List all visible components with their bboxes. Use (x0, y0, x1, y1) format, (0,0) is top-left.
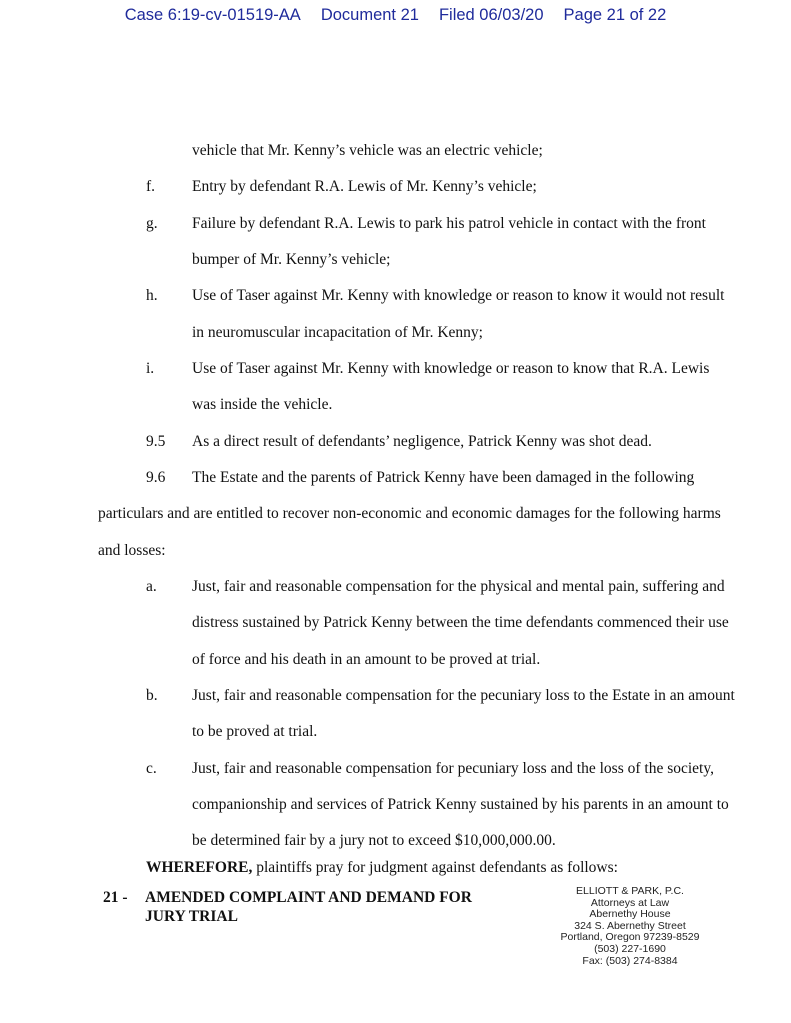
item-text: was inside the vehicle. (192, 396, 333, 413)
paragraph-text: particulars and are entitled to recover non-economic and economic damages for the following harms (98, 505, 721, 522)
paragraph-number: 9.5 (146, 433, 166, 450)
item-label: c. (146, 760, 157, 777)
item-text: distress sustained by Patrick Kenny between the time defendants commenced their use (192, 614, 729, 631)
case-header (0, 5, 791, 25)
item-text: in neuromuscular incapacitation of Mr. Kenny; (192, 324, 483, 341)
item-text: Just, fair and reasonable compensation for the physical and mental pain, suffering and (192, 578, 725, 595)
item-label: f. (146, 178, 156, 195)
item-text: bumper of Mr. Kenny’s vehicle; (192, 251, 391, 268)
footer-title (103, 888, 503, 926)
firm-address: 324 S. Abernethy Street (574, 919, 686, 932)
item-label: h. (146, 287, 158, 304)
footer-title-line: JURY TRIAL (145, 908, 238, 925)
firm-phone: (503) 227-1690 (594, 942, 666, 955)
wherefore-text: plaintiffs pray for judgment against defendants as follows: (252, 859, 618, 876)
item-text: companionship and services of Patrick Kenny sustained by his parents in an amount to (192, 796, 729, 813)
paragraph-text: As a direct result of defendants’ negligence, Patrick Kenny was shot dead. (192, 433, 652, 450)
item-text: Entry by defendant R.A. Lewis of Mr. Kenny’s vehicle; (192, 178, 537, 195)
item-label: a. (146, 578, 157, 595)
firm-line: Attorneys at Law (590, 896, 670, 909)
footer-title-line: AMENDED COMPLAINT AND DEMAND FOR (145, 889, 472, 906)
item-label: i. (146, 360, 155, 377)
case-number: Case 6:19-cv-01519-AA (124, 6, 301, 24)
continuation-line: vehicle that Mr. Kenny’s vehicle was an electric vehicle; (192, 142, 543, 159)
item-text: Use of Taser against Mr. Kenny with knowledge or reason to know it would not result (192, 287, 725, 304)
item-text: Use of Taser against Mr. Kenny with knowledge or reason to know that R.A. Lewis (192, 360, 710, 377)
filed-date: Filed 06/03/20 (438, 6, 544, 24)
paragraph-number: 9.6 (146, 469, 166, 486)
firm-line: Abernethy House (589, 908, 671, 921)
document-number: Document 21 (320, 6, 419, 24)
footer-page-number: 21 - (103, 889, 128, 906)
firm-city: Portland, Oregon 97239-8529 (560, 931, 700, 944)
paragraph-text: The Estate and the parents of Patrick Kenny have been damaged in the following (192, 469, 695, 486)
page-indicator: Page 21 of 22 (563, 6, 667, 24)
wherefore-clause (146, 859, 618, 877)
paragraph-text: and losses: (98, 542, 166, 559)
item-text: of force and his death in an amount to be proved at trial. (192, 651, 541, 668)
wherefore-label: WHEREFORE, (146, 859, 253, 876)
firm-name: ELLIOTT & PARK, P.C. (576, 885, 684, 897)
item-text: Failure by defendant R.A. Lewis to park his patrol vehicle in contact with the front (192, 215, 706, 232)
item-text: to be proved at trial. (192, 723, 318, 740)
item-text: Just, fair and reasonable compensation for pecuniary loss and the loss of the society, (192, 760, 714, 777)
firm-fax: Fax: (503) 274-8384 (582, 954, 678, 967)
item-text: Just, fair and reasonable compensation for the pecuniary loss to the Estate in an amount (192, 687, 735, 704)
item-label: g. (146, 215, 158, 232)
law-firm-block (548, 886, 712, 967)
item-label: b. (146, 687, 158, 704)
item-text: be determined fair by a jury not to exceed $10,000,000.00. (192, 832, 556, 849)
